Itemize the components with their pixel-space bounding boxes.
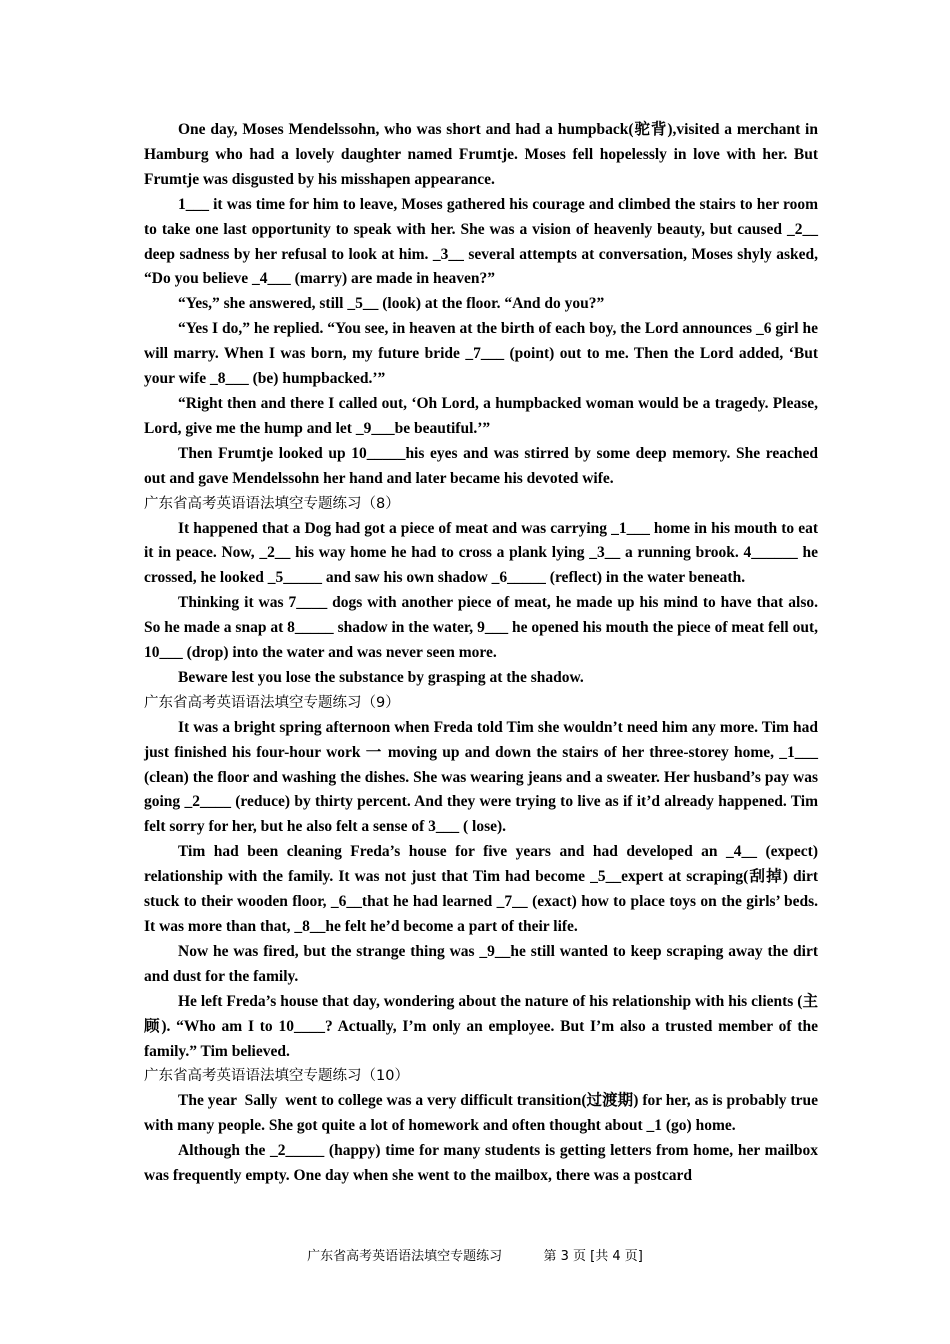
paragraph: He left Freda’s house that day, wondering about the nature of his relationship with his clients (主顾). “Who am I to 10____? Actually, I’m only an employee. But I’m also a trusted member of the family.” Tim believed. [144,992,822,1060]
page-footer [0,1245,950,1264]
paragraph: “Yes I do,” he replied. “You see, in heaven at the birth of each boy, the Lord announces _6 girl he will marry. When I was born, my future bride _7___ (point) out to me. Then the Lord added, ‘But your wife _8___ (be) humpbacked.’” [144,320,822,388]
paragraph: Then Frumtje looked up 10_____his eyes and was stirred by some deep memory. She reached out and gave Mendelssohn her hand and later became his devoted wife. [144,444,822,487]
paragraph: It happened that a Dog had got a piece of meat and was carrying _1___ home in his mouth to eat it in peace. Now, _2__ his way home he had to cross a plank lying _3__ a running brook. 4______ he crossed, he looked _5_____ and saw his own shadow _6_____ (reflect) in the water beneath. [144,519,822,587]
paragraph: Beware lest you lose the substance by grasping at the shadow. [178,668,584,686]
section-heading: 广东省高考英语语法填空专题练习（9） [144,694,400,711]
footer-page-info: 第 3 页 [共 4 页] [543,1249,643,1264]
paragraph: One day, Moses Mendelssohn, who was short and had a humpback(驼背),visited a merchant in Hamburg who had a lovely daughter named Frumtje. Moses fell hopelessly in love with her. But Frumtje was disgusted by his misshapen appearance. [144,121,822,188]
paragraph: “Right then and there I called out, ‘Oh Lord, a humpbacked woman would be a tragedy. Please, Lord, give me the hump and let _9___be beautiful.’” [144,394,822,437]
paragraph: Although the _2_____ (happy) time for many students is getting letters from home, her mailbox was frequently empty. One day when she went to the mailbox, there was a postcard [144,1142,822,1185]
paragraph: Tim had been cleaning Freda’s house for five years and had developed an _4__ (expect) relationship with the family. It was not just that Tim had become _5__expert at scraping(刮掉) dirt stuck to their wooden floor, _6__that he had learned _7__ (exact) how to place toys on the girls’ beds. It was more than that, _8__he felt he’d become a part of their life. [144,843,822,935]
paragraph: Now he was fired, but the strange thing was _9__he still wanted to keep scraping away the dirt and dust for the family. [144,942,822,985]
paragraph: It was a bright spring afternoon when Freda told Tim she wouldn’t need him any more. Tim had just finished his four-hour work 一 moving up and down the stairs of her three-storey home, _1___ (clean) the floor and washing the dishes. She was wearing jeans and a sweater. Her husband’s pay was going _2____ (reduce) by thirty percent. And they were trying to live as if it’d already happened. Tim felt sorry for her, but he also felt a sense of 3___ ( lose). [144,718,822,836]
paragraph: Thinking it was 7____ dogs with another piece of meat, he made up his mind to have that also. So he made a snap at 8_____ shadow in the water, 9___ he opened his mouth the piece of meat fell out, 10___ (drop) into the water and was never seen more. [144,594,822,662]
section-heading: 广东省高考英语语法填空专题练习（8） [144,495,400,512]
paragraph: The year Sally went to college was a very difficult transition(过渡期) for her, as is probably true with many people. She got quite a lot of homework and often thought about _1 (go) home. [144,1092,822,1135]
section-heading: 广东省高考英语语法填空专题练习（10） [144,1068,409,1085]
footer-doc-title: 广东省高考英语语法填空专题练习 [307,1249,503,1264]
document-body [144,118,822,1189]
paragraph: 1___ it was time for him to leave, Moses gathered his courage and climbed the stairs to her room to take one last opportunity to speak with her. She was a vision of heavenly beauty, but caused _2__ deep sadness by her refusal to look at him. _3__ several attempts at conversation, Moses shyly asked, “Do you believe _4___ (marry) are made in heaven?” [144,195,822,288]
paragraph: “Yes,” she answered, still _5__ (look) at the floor. “And do you?” [178,295,605,313]
